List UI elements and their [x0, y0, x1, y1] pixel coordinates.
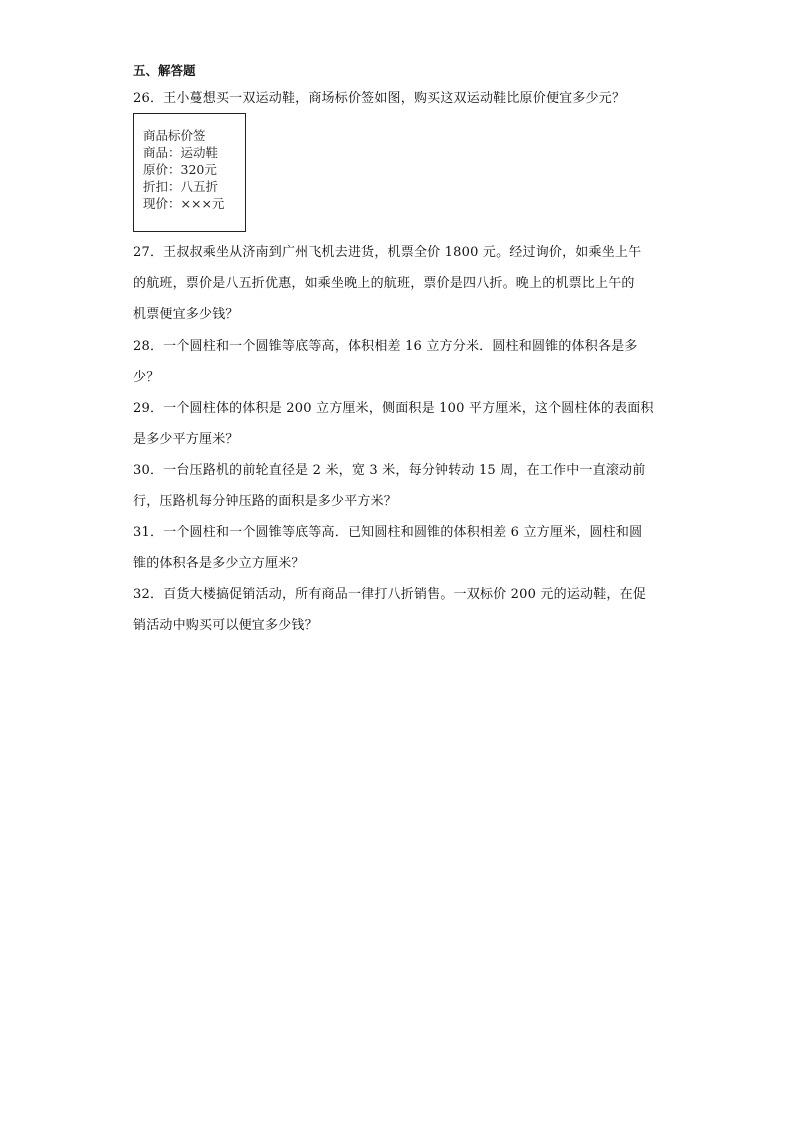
- price-tag-original: 原价：320元: [143, 162, 217, 177]
- question-31: [133, 517, 663, 579]
- question-line: 少？: [133, 370, 160, 385]
- question-line: 销活动中购买可以便宜多少钱？: [133, 618, 318, 633]
- price-tag-box: [133, 113, 246, 232]
- question-line: 28．一个圆柱和一个圆锥等底等高，体积相差 16 立方分米．圆柱和圆锥的体积各是多: [133, 339, 638, 354]
- question-line: 26．王小蔓想买一双运动鞋，商场标价签如图，购买这双运动鞋比原价便宜多少元？: [133, 91, 626, 106]
- price-tag-title: 商品标价签: [143, 128, 206, 143]
- question-27: [133, 237, 663, 330]
- question-32: [133, 579, 663, 641]
- question-line: 27．王叔叔乘坐从济南到广州飞机去进货，机票全价 1800 元。经过询价，如乘坐上午: [133, 245, 642, 260]
- question-line: 的航班，票价是八五折优惠，如乘坐晚上的航班，票价是四八折。晚上的机票比上午的: [133, 276, 635, 291]
- section-title: 五、解答题: [133, 63, 196, 78]
- question-26: [133, 83, 663, 114]
- question-line: 行，压路机每分钟压路的面积是多少平方米？: [133, 494, 398, 509]
- question-30: [133, 455, 663, 517]
- question-line: 31．一个圆柱和一个圆锥等底等高．已知圆柱和圆锥的体积相差 6 立方厘米，圆柱和圆: [133, 525, 643, 540]
- price-tag-discount: 折扣：八五折: [143, 179, 219, 194]
- question-29: [133, 393, 663, 455]
- price-tag-item: 商品：运动鞋: [143, 145, 219, 160]
- question-line: 是多少平方厘米？: [133, 432, 239, 447]
- question-28: [133, 331, 663, 393]
- question-line: 30．一台压路机的前轮直径是 2 米，宽 3 米，每分钟转动 15 周，在工作中一直滚动前: [133, 463, 646, 478]
- question-line: 32．百货大楼搞促销活动，所有商品一律打八折销售。一双标价 200 元的运动鞋，在促: [133, 587, 647, 602]
- question-line: 锥的体积各是多少立方厘米？: [133, 556, 305, 571]
- question-line: 机票便宜多少钱？: [133, 307, 239, 322]
- price-tag-current: 现价：×××元: [143, 196, 225, 211]
- question-line: 29．一个圆柱体的体积是 200 立方厘米，侧面积是 100 平方厘米，这个圆柱体的表面积: [133, 401, 654, 416]
